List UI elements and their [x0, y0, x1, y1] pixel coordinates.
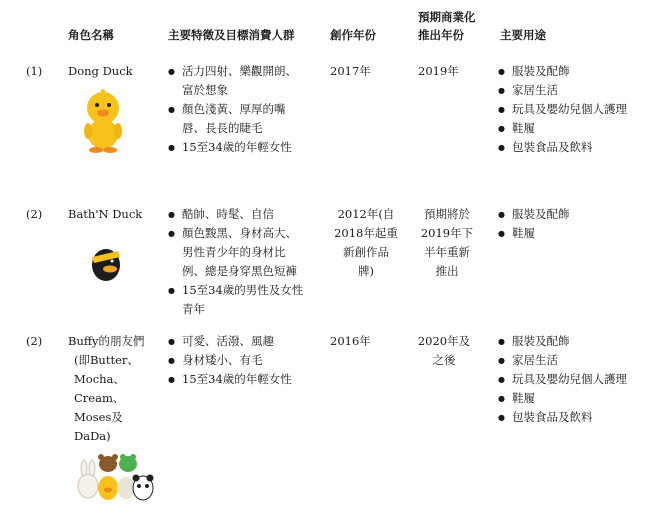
- launch-year: [414, 332, 474, 370]
- character-name-line: (即Butter、: [74, 353, 139, 367]
- list-item: ● 顏色黢黑、身材高大、 男性青少年的身材比 例、總是身穿黑色短褲: [168, 224, 318, 281]
- launch-line: 2020年及: [417, 334, 471, 348]
- list-item: ● 顏色淺黃、厚厚的嘴 唇、長長的睫毛: [168, 100, 318, 138]
- list-item: ● 15至34歲的年輕女性: [168, 138, 318, 157]
- launch-line: 半年重新: [424, 245, 470, 259]
- character-name-line: Cream、: [74, 391, 125, 405]
- list-item: ● 15至34歲的男性及女性 青年: [168, 281, 318, 319]
- list-item: ● 鞋履: [498, 224, 658, 243]
- launch-line: 2019年下: [420, 226, 474, 240]
- row-index: (1): [26, 64, 43, 78]
- list-item: ● 服裝及配飾: [498, 332, 658, 351]
- list-item: ● 服裝及配飾: [498, 62, 658, 81]
- header-name: 角色名稱: [68, 28, 114, 42]
- creation-year: [330, 205, 402, 281]
- list-item: ● 可愛、活潑、風趣: [168, 332, 318, 351]
- list-item: ● 身材矮小、有毛: [168, 351, 318, 370]
- list-item: ● 服裝及配飾: [498, 205, 658, 224]
- list-item: ● 酷帥、時髦、自信: [168, 205, 318, 224]
- character-name-line: Mocha、: [74, 372, 125, 386]
- uses-list: [498, 332, 658, 427]
- list-item: ● 玩具及嬰幼兒個人護理: [498, 100, 658, 119]
- character-name-line: Moses及: [74, 410, 123, 424]
- buffy-friends-image: [76, 452, 154, 504]
- list-item: ● 15至34歲的年輕女性: [168, 370, 318, 389]
- uses-list: [498, 62, 658, 157]
- character-name-line: DaDa): [74, 429, 111, 443]
- year-line: 牌): [358, 264, 374, 278]
- header-launch-line1: 預期商業化: [418, 10, 476, 24]
- features-list: [168, 62, 318, 157]
- list-item: ● 鞋履: [498, 119, 658, 138]
- bath-n-duck-image: [88, 243, 124, 283]
- list-item: ● 包裝食品及飲料: [498, 138, 658, 157]
- creation-year: 2016年: [330, 334, 371, 348]
- list-item: ● 活力四射、樂觀開朗、 富於想象: [168, 62, 318, 100]
- character-name-line: Buffy的朋友們: [68, 334, 145, 348]
- launch-line: 推出: [435, 264, 459, 278]
- character-name-line: Dong Duck: [68, 64, 133, 78]
- year-line: 2018年起重: [334, 226, 398, 240]
- header-year: 創作年份: [330, 28, 376, 42]
- launch-line: 之後: [432, 353, 456, 367]
- header-features: 主要特徵及目標消費人群: [168, 28, 295, 42]
- header-launch-line2: 推出年份: [418, 28, 464, 42]
- year-line: 新創作品: [343, 245, 389, 259]
- character-name-line: Bath'N Duck: [68, 207, 143, 221]
- list-item: ● 家居生活: [498, 351, 658, 370]
- row-index: (2): [26, 207, 43, 221]
- features-list: [168, 205, 318, 319]
- character-name: [68, 62, 133, 81]
- character-name: [68, 205, 142, 224]
- launch-line: 預期將於: [424, 207, 470, 221]
- list-item: ● 鞋履: [498, 389, 658, 408]
- character-name: [68, 332, 145, 446]
- creation-year: 2017年: [330, 64, 371, 78]
- uses-list: [498, 205, 658, 243]
- launch-year: 2019年: [418, 64, 459, 78]
- launch-year: [414, 205, 480, 281]
- header-uses: 主要用途: [500, 28, 546, 42]
- year-line: 2012年(自: [337, 207, 395, 221]
- list-item: ● 家居生活: [498, 81, 658, 100]
- list-item: ● 玩具及嬰幼兒個人護理: [498, 370, 658, 389]
- list-item: ● 包裝食品及飲料: [498, 408, 658, 427]
- row-index: (2): [26, 334, 43, 348]
- features-list: [168, 332, 318, 389]
- dong-duck-image: [78, 86, 128, 154]
